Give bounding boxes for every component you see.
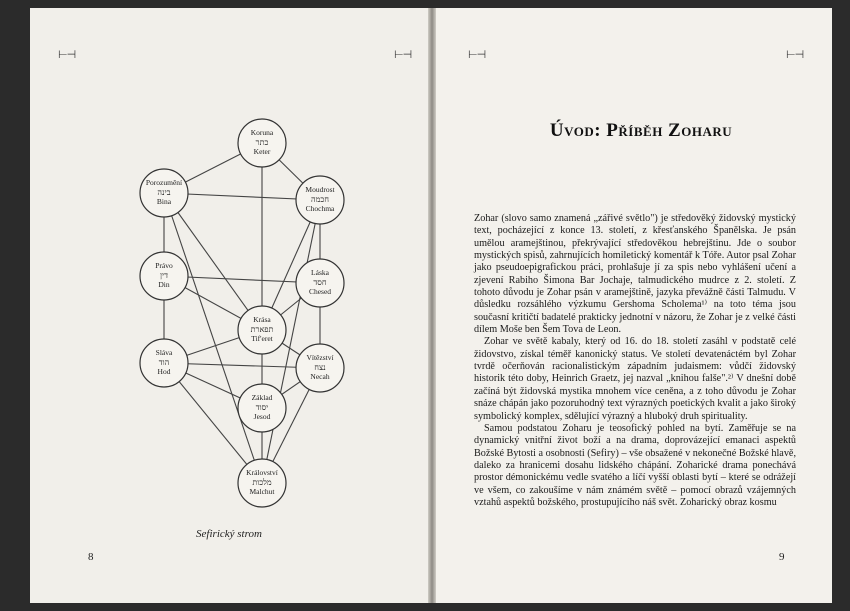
sefira-hebrew: דין	[160, 271, 168, 280]
paragraph-3: Samou podstatou Zoharu je teosofický pohled na bytí. Zaměřuje se na dynamický vnitřní život boží a na drama, doprovázející emanaci aspektů Božské Bytosti a osobnosti (Sefiry) – vše obsažené v nekonečné Božské hlavě, daleko za hranicemi dosahu lidského chápání. Zoharické drama ponechává prostor démonickému vedle svatého a líčí vyšší oblasti bytí – které se odrážejí ve všem, co zakoušíme v nám známém světě – pomocí obrazů vzájemných vztahů aspektů božského, prostupujícího náš svět. Zoharický obraz kosmu	[474, 422, 796, 508]
sefirot-tree-diagram	[122, 118, 352, 510]
chapter-title: Úvod: Příběh Zoharu	[549, 120, 733, 141]
sefira-hebrew: כתר	[255, 138, 269, 147]
sefira-node-chesed	[296, 259, 344, 307]
sefira-node-din	[140, 252, 188, 300]
sefira-node-keter	[238, 119, 286, 167]
sefira-hebrew: בינה	[157, 188, 171, 197]
sefira-translit: Hod	[157, 367, 171, 376]
sefira-node-bina	[140, 169, 188, 217]
sefira-translit: Din	[158, 280, 170, 289]
sefira-hebrew: מלכות	[252, 478, 272, 487]
sefira-node-chochma	[296, 176, 344, 224]
sefira-node-malchut	[238, 459, 286, 507]
sefira-node-jesod	[238, 384, 286, 432]
sefira-translit: Tif'eret	[251, 334, 273, 343]
page-number-left: 8	[88, 551, 94, 563]
sefira-name: Láska	[311, 268, 329, 277]
sefira-translit: Keter	[253, 147, 271, 156]
sefira-hebrew: תפארת	[250, 325, 274, 334]
sefira-name: Základ	[251, 393, 273, 402]
sefira-hebrew: חכמה	[311, 195, 329, 204]
sefira-node-hod	[140, 339, 188, 387]
sefira-translit: Chochma	[305, 204, 335, 213]
sefira-node-tiferet	[238, 306, 286, 354]
sefira-name: Moudrost	[305, 185, 335, 194]
sefira-translit: Necah	[310, 372, 330, 381]
left-page	[30, 8, 428, 603]
header-ornament-right: ⊢⊣	[786, 49, 804, 61]
sefira-hebrew: נצח	[314, 363, 326, 372]
sefira-node-necah	[296, 344, 344, 392]
sefira-name: Porozumění	[145, 178, 183, 187]
body-text	[474, 213, 796, 509]
header-ornament-right: ⊢⊣	[394, 49, 412, 61]
sefira-name: Krása	[253, 315, 271, 324]
figure-caption: Sefirický strom	[196, 528, 262, 540]
header-ornament-left: ⊢⊣	[58, 49, 76, 61]
sefira-translit: Malchut	[249, 487, 275, 496]
page-number-right: 9	[779, 551, 785, 563]
sefira-name: Koruna	[250, 128, 274, 137]
sefira-translit: Bina	[156, 197, 172, 206]
sefira-name: Právo	[155, 261, 173, 270]
sefira-translit: Jesod	[253, 412, 271, 421]
sefira-name: Vítězství	[306, 353, 334, 362]
header-ornament-left: ⊢⊣	[468, 49, 486, 61]
paragraph-1: Zohar (slovo samo znamená „zářivé světlo") je středověký židovský mystický text, pocházející z konce 13. století, z křesťanského Španělska. Je psán umělou aramejštinou, překrývající středověkou hebrejštinu. Jde o soubor mystických spisů, zahrnujících homiletický komentář k Tóře. Autor psal Zohar jako pseudoepigrafickou práci, prohlašuje jí za spis nebo vyhlášení učení a zjevení Rabiho Šimona Bar Jochaje, talmudického mudrce z 2. století. Z tohoto důvodu je Zohar psán v aramejštině, jazyka převážně části Talmudu. V důsledku rozsáhlého výzkumu Gershoma Scholema¹⁾ na toto téma jsou současní kritičtí badatelé prakticky jednotní v názoru, že Zohar je z velké části dílem Moše ben Šem Tova de Leon.	[474, 213, 796, 336]
right-page	[436, 8, 832, 603]
paragraph-2: Zohar ve světě kabaly, který od 16. do 18. století zasáhl v podstatě celé židovstvo, získal téměř kanonický status. Ve století devatenáctém byl Zohar tvrdě očerňován racionalistickým západním judaismem: vůdčí židovský historik této doby, Heinrich Graetz, jej nazval „knihou falše".²⁾ V dnešní době začíná být židovská mystika mnohem více ceněna, a z toho důvodu je Zohar snáze chápán jako pozoruhodný text výrazných poetických kvalit a jako široký symbolický komplex, sdělující výrazný a hluboký druh spirituality.	[474, 336, 796, 422]
sefira-name: Sláva	[155, 348, 173, 357]
sefira-name: Království	[246, 468, 278, 477]
book-spine	[428, 8, 436, 603]
sefira-hebrew: הוד	[158, 358, 170, 367]
sefira-translit: Chesed	[308, 287, 332, 296]
sefira-hebrew: יסוד	[255, 403, 269, 412]
sefira-hebrew: חסד	[313, 278, 327, 287]
